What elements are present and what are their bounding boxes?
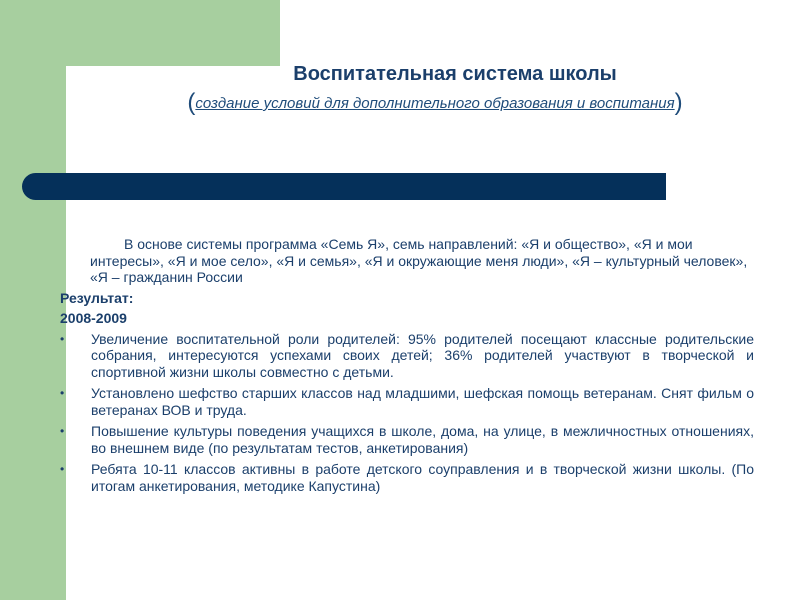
green-top-panel: [0, 0, 280, 66]
bullet-icon: •: [60, 424, 65, 438]
bullet-icon: •: [60, 331, 65, 346]
list-item: [60, 385, 754, 418]
slide-subtitle: [120, 89, 750, 116]
period-label: 2008-2009: [60, 310, 127, 326]
subtitle-close-paren: ): [674, 89, 683, 116]
green-side-panel: [0, 0, 66, 600]
subtitle-text: создание условий для дополнительного образования и воспитания: [195, 95, 675, 112]
navy-divider-bar: [22, 173, 666, 200]
bullet-icon: •: [60, 462, 65, 476]
bullet-icon: •: [60, 386, 65, 400]
result-label: Результат:: [60, 289, 134, 306]
slide-title: Воспитательная система школы: [293, 63, 617, 85]
list-item-text: Установлено шефство старших классов над младшими, шефская помощь ветеранам. Снят фильм о ветеранах ВОВ и труда.: [91, 385, 754, 418]
intro-paragraph: В основе системы программа «Семь Я», семь направлений: «Я и общество», «Я и мои интересы», «Я и мое село», «Я и семья», «Я и окружающие меня люди», «Я – культурный человек», «Я – гражданин России: [90, 236, 748, 285]
list-item: [60, 331, 754, 381]
slide-content: [60, 236, 754, 499]
title-block: [120, 62, 750, 115]
list-item-text: Повышение культуры поведения учащихся в школе, дома, на улице, в межличностных отношениях, во внешнем виде (по результатам тестов, анкетирования): [91, 423, 754, 456]
list-item-text: Ребята 10-11 классов активны в работе детского соуправления и в творческой жизни школы. (По итогам анкетирования, методике Капустина): [91, 461, 754, 494]
list-item-text: Увеличение воспитательной роли родителей: 95% родителей посещают классные родительские собрания, интересуются успехами своих детей; 36% родителей участвуют в творческой и спортивной жизни школы совместно с детьми.: [91, 330, 754, 380]
subtitle-open-paren: (: [187, 89, 196, 116]
list-item: [60, 461, 754, 494]
results-list: [60, 331, 754, 495]
list-item: [60, 423, 754, 456]
